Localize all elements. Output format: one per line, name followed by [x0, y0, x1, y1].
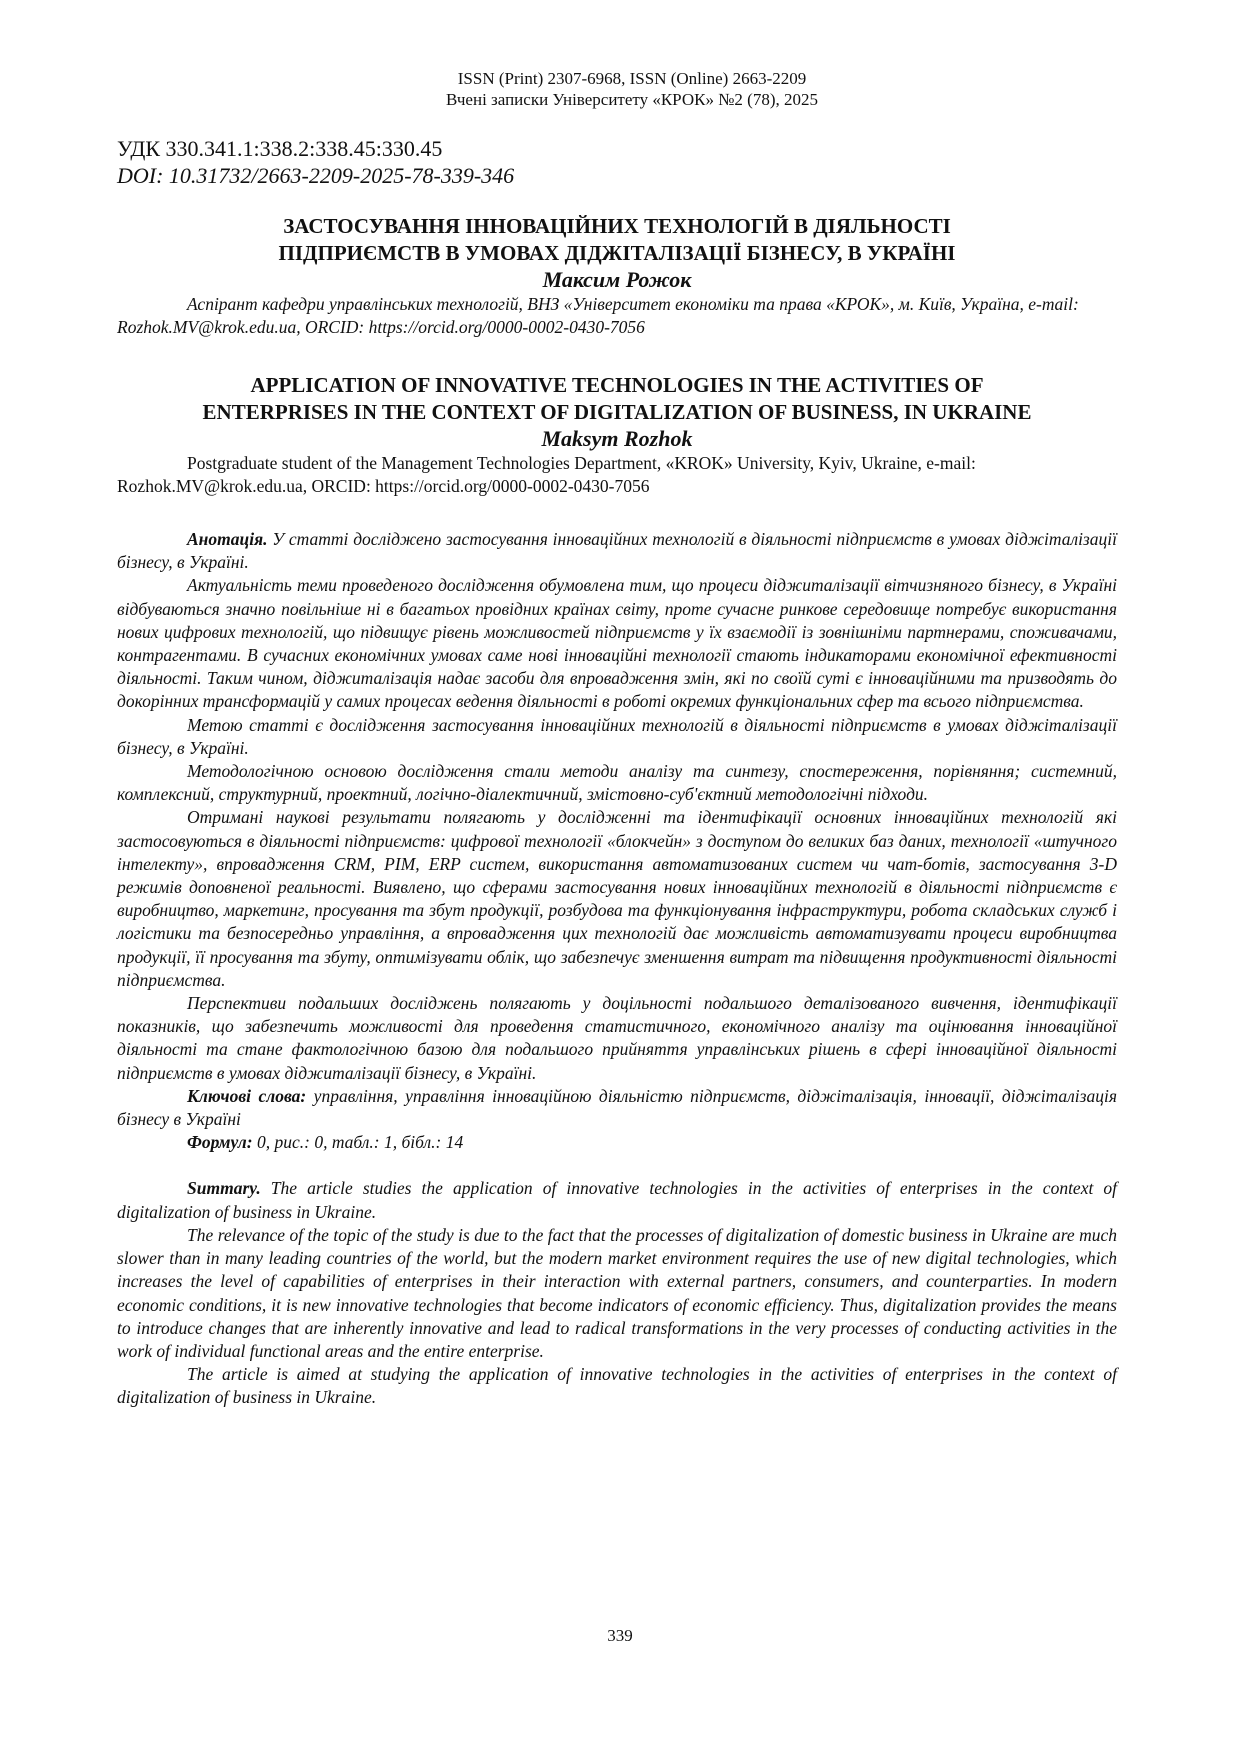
affiliation-uk: Аспірант кафедри управлінських технологій, ВНЗ «Університет економіки та права «КРОК», м. Київ, Україна, e-mail: Rozhok.MV@krok.edu.ua, ORCID: https://orcid.org/0000-0002-0430-7056	[117, 294, 1079, 337]
issn-line: ISSN (Print) 2307-6968, ISSN (Online) 2663-2209	[457, 69, 807, 88]
abstract-uk	[117, 528, 1117, 1154]
title-uk-line1: ЗАСТОСУВАННЯ ІННОВАЦІЙНИХ ТЕХНОЛОГІЙ В ДІЯЛЬНОСТІ	[283, 214, 951, 238]
abstract-uk-intro-text: У статті досліджено застосування інноваційних технологій в діяльності підприємств в умовах діджіталізації бізнесу, в Україні.	[117, 529, 1117, 573]
author-uk: Максим Рожок	[542, 267, 692, 292]
abstract-uk-aim: Метою статті є дослідження застосування інноваційних технологій в діяльності підприємств в умовах діджіталізації бізнесу, в Україні.	[117, 714, 1117, 758]
keywords-uk-text: управління, управління інноваційною діяльністю підприємств, діджіталізація, інновації, діджіталізація бізнесу в Україні	[117, 1085, 1117, 1130]
page-number: 339	[607, 1626, 633, 1645]
abstract-uk-label: Анотація.	[187, 529, 268, 549]
keywords-uk	[117, 1085, 1117, 1131]
abstract-uk-methods: Методологічною основою дослідження стали методи аналізу та синтезу, спостереження, порівняння; системний, комплексний, структурний, проектний, логічно-діалектичний, змістовно-суб'єктний методологічні підходи.	[117, 761, 1117, 805]
section-gap	[117, 1154, 1117, 1177]
abstract-uk-results: Отримані наукові результати полягають у дослідженні та ідентифікації основних інноваційних технологій які застосовуються в діяльності підприємств: цифрової технології «блокчейн» з доступом до великих баз даних, технології «штучного інтелекту», впровадження CRM, PIM, ERP систем, використання автоматизованих систем чи чат-ботів, застосування 3-D режимів доповненої реальності. Виявлено, що сферами застосування нових інноваційних технологій в діяльності підприємств є виробництво, маркетинг, просування та збут продукції, розбудова та функціонування інфраструктури, робота складських служб і логістики та безпосередньо управління, а впровадження цих технологій дає можливість автоматизувати процеси виробництва продукції, її просування та збуту, оптимізувати облік, що забезпечує зменшення витрат та підвищення продуктивності діяльності підприємства.	[117, 807, 1117, 990]
formulas-uk-label: Формул:	[187, 1132, 253, 1153]
abstract-en	[117, 1177, 1117, 1409]
title-en-line1: APPLICATION OF INNOVATIVE TECHNOLOGIES IN THE ACTIVITIES OF	[250, 373, 984, 397]
journal-line: Вчені записки Університету «КРОК» №2 (78), 2025	[445, 90, 819, 109]
affiliation-en: Postgraduate student of the Management Technologies Department, «KROK» University, Kyiv, Ukraine, e-mail: Rozhok.MV@krok.edu.ua, ORCID: https://orcid.org/0000-0002-0430-7056	[117, 453, 976, 496]
abstract-uk-intro	[117, 528, 1117, 574]
abstract-uk-perspectives: Перспективи подальших досліджень полягають у доцільності подальшого деталізованого вивчення, ідентифікації показників, що забезпечить можливості для проведення статистичного, економічного аналізу та оцінювання інноваційної діяльності та стане фактологічною базою для подальшого прийняття управлінських рішень в сфері інноваційної діяльності підприємств в умовах діджиталізації бізнесу, в Україні.	[117, 993, 1117, 1083]
doi: DOI: 10.31732/2663-2209-2025-78-339-346	[117, 163, 515, 188]
title-uk-line2: ПІДПРИЄМСТВ В УМОВАХ ДІДЖІТАЛІЗАЦІЇ БІЗНЕСУ, В УКРАЇНІ	[278, 241, 956, 265]
abstract-en-aim: The article is aimed at studying the application of innovative technologies in the activities of enterprises in the context of digitalization of business in Ukraine.	[117, 1364, 1117, 1408]
journal-header	[147, 68, 1117, 110]
udk-code: УДК 330.341.1:338.2:338.45:330.45	[117, 136, 443, 161]
abstract-en-label: Summary.	[187, 1178, 261, 1199]
author-en: Maksym Rozhok	[541, 426, 693, 451]
title-uk	[117, 213, 1117, 267]
formulas-uk-text: 0, рис.: 0, табл.: 1, бібл.: 14	[252, 1132, 464, 1153]
title-en-line2: ENTERPRISES IN THE CONTEXT OF DIGITALIZATION OF BUSINESS, IN UKRAINE	[202, 400, 1032, 424]
abstract-uk-relevance: Актуальність теми проведеного дослідження обумовлена тим, що процеси діджиталізації вітчизняного бізнесу, в Україні відбуваються значно повільніше ні в багатьох провідних країнах світу, проте сучасне ринкове середовище потребує використання нових цифрових технологій, що підвищує рівень можливостей підприємств у їх взаємодії із зовнішніми партнерами, споживачами, контрагентами. В сучасних економічних умовах саме нові інноваційні технології стають індикаторами економічної ефективності діяльності. Таким чином, діджиталізація надає засоби для впровадження змін, які по своїй суті є інноваційними та призводять до докорінних трансформацій у самих процесах ведення діяльності в роботі окремих функціональних сфер та всього підприємства.	[117, 575, 1117, 712]
article-page	[117, 68, 1117, 1410]
abstract-en-intro	[117, 1177, 1117, 1223]
abstract-en-relevance: The relevance of the topic of the study is due to the fact that the processes of digitalization of domestic business in Ukraine are much slower than in many leading countries of the world, but the modern market environment requires the use of new digital technologies, which increases the level of capabilities of enterprises in their interaction with external partners, consumers, and counterparties. In modern economic conditions, it is new innovative technologies that become indicators of economic efficiency. Thus, digitalization provides the means to introduce changes that are inherently innovative and lead to radical transformations in the very processes of conducting activities in the work of individual functional areas and the entire enterprise.	[117, 1224, 1117, 1361]
abstract-en-intro-text: The article studies the application of innovative technologies in the activities of enterprises in the context of digitalization of business in Ukraine.	[117, 1178, 1117, 1222]
keywords-uk-label: Ключові слова:	[187, 1085, 307, 1106]
formulas-uk	[117, 1131, 1117, 1154]
title-en	[117, 372, 1117, 426]
